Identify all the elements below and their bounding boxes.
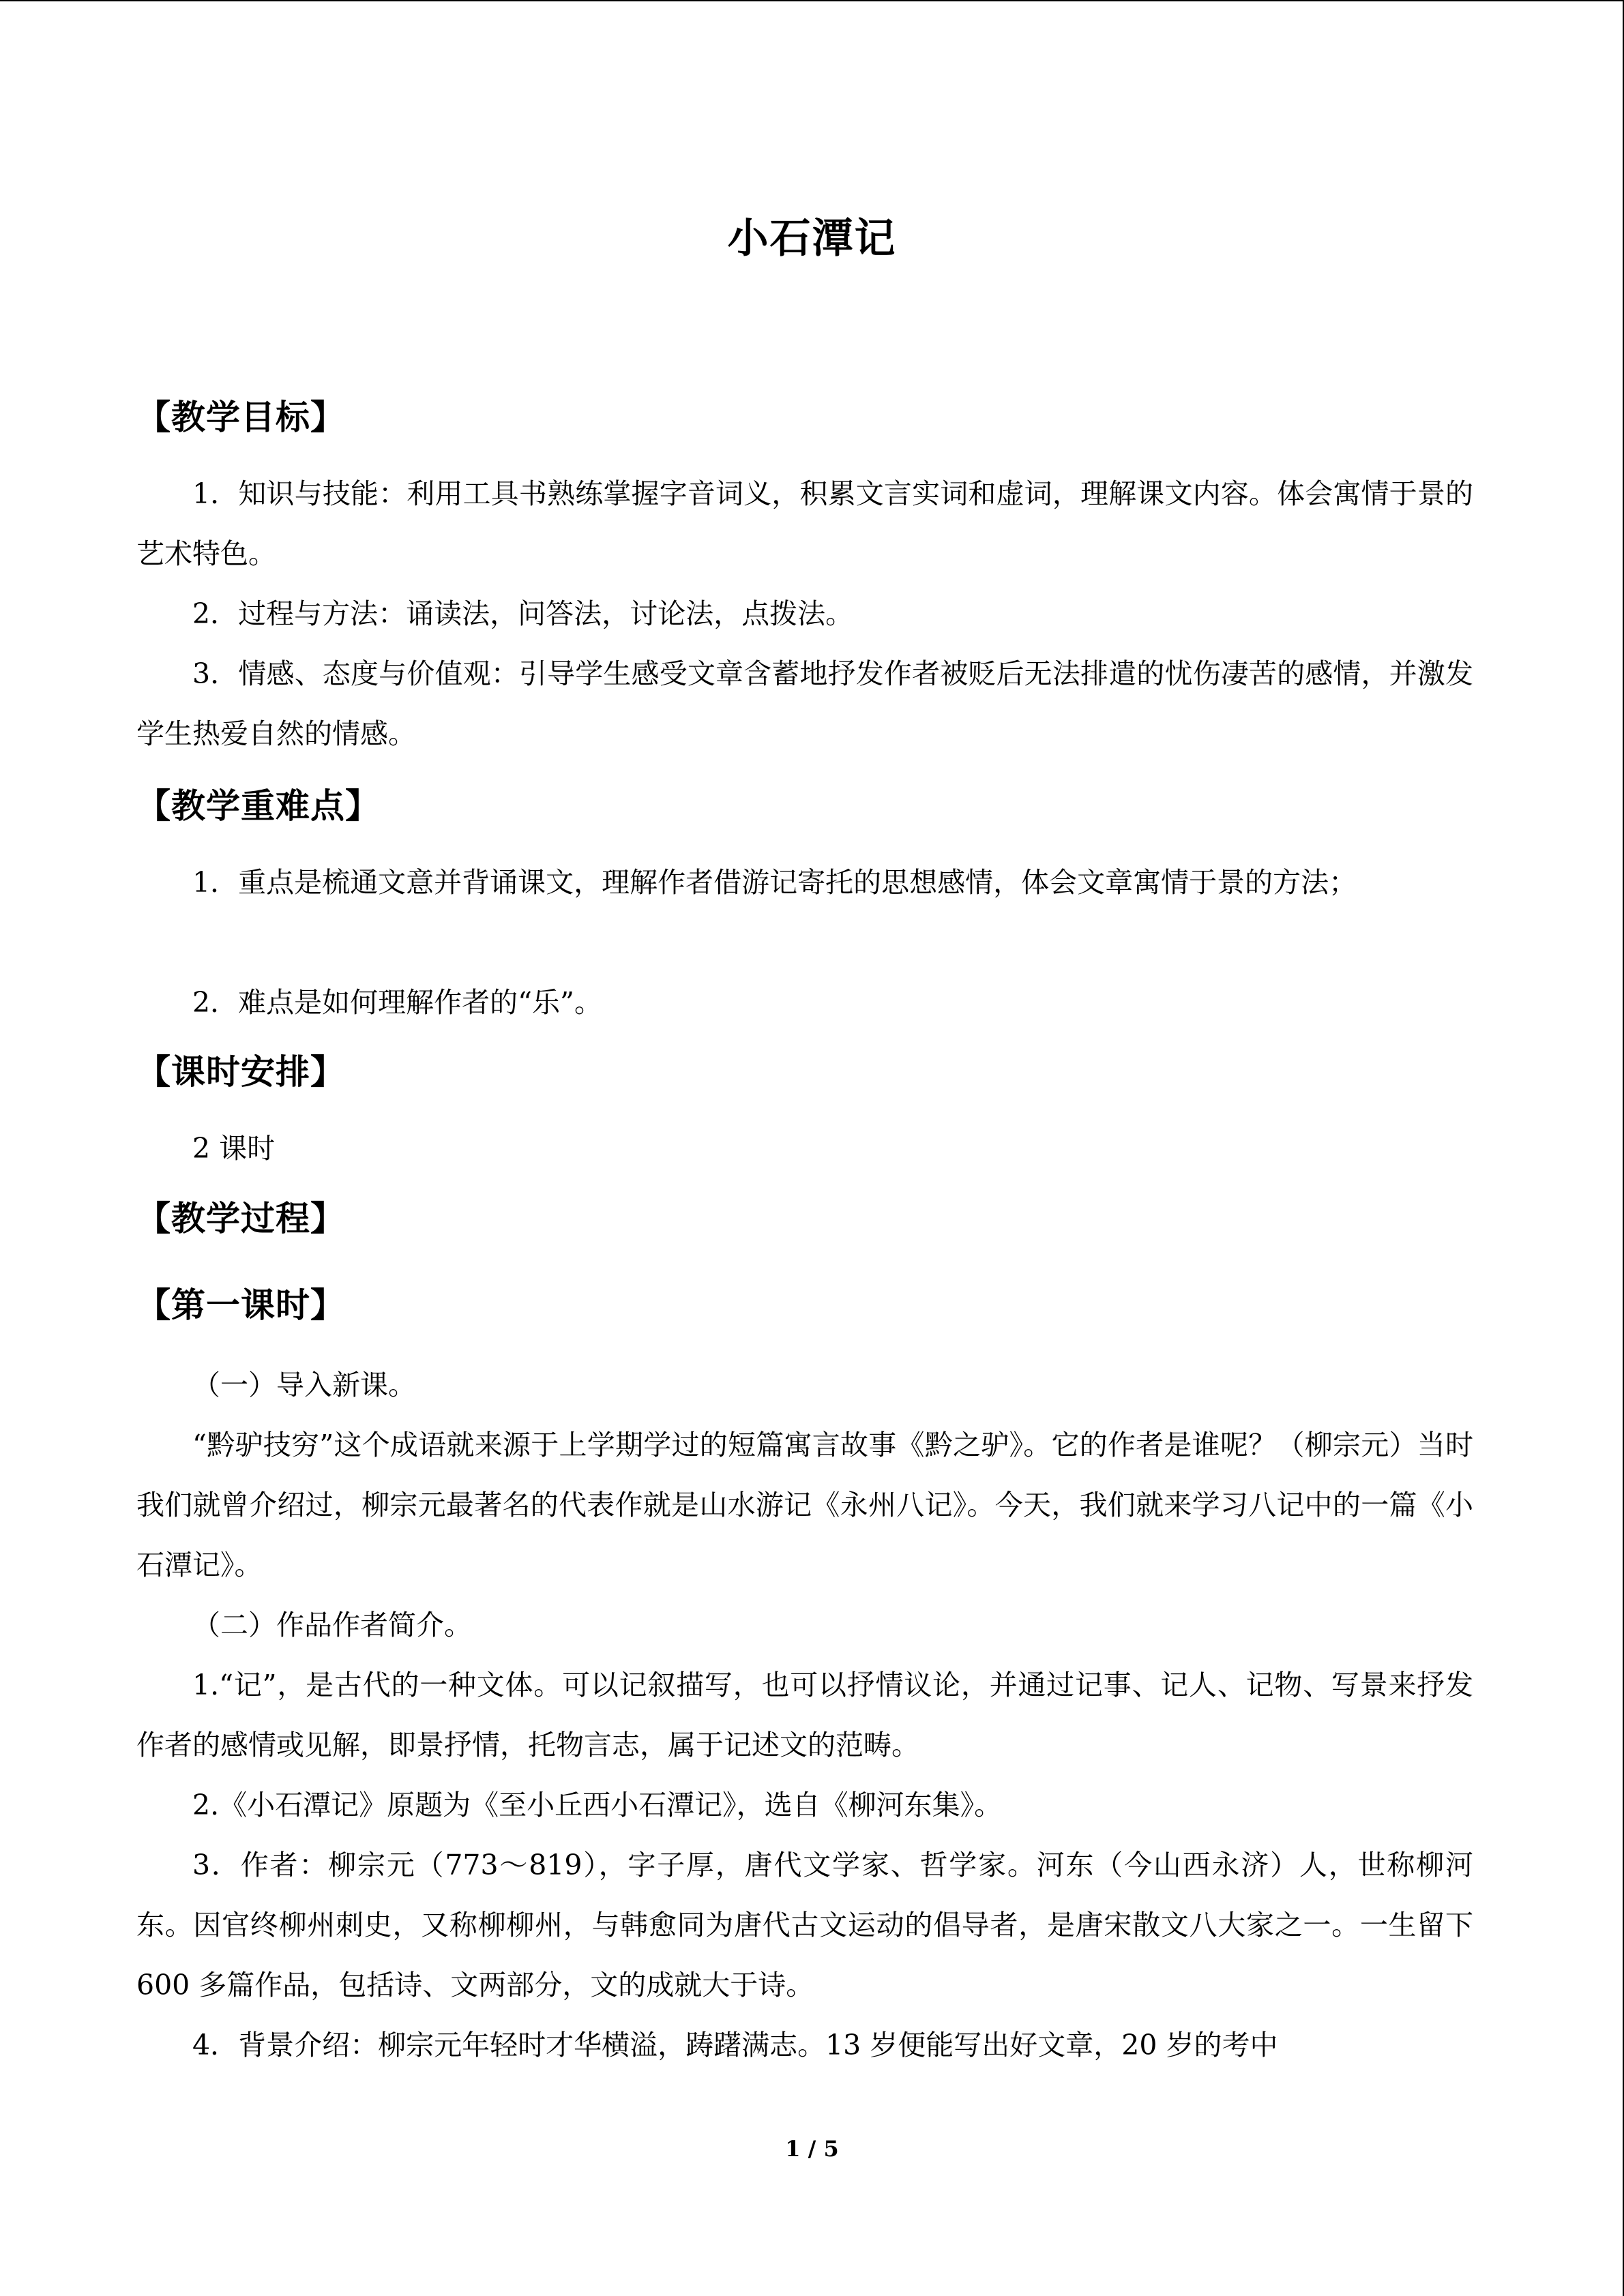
key-point-item-1: 1．重点是梳通文意并背诵课文，理解作者借游记寄托的思想感情，体会文章寓情于景的方法； bbox=[192, 866, 1357, 899]
key-point-item-2: 2．难点是如何理解作者的“乐”。 bbox=[192, 986, 603, 1019]
lesson-one-paragraph-2: “黔驴技穷”这个成语就来源于上学期学过的短篇寓言故事《黔之驴》。它的作者是谁呢？（柳宗元）当时我们就曾介绍过，柳宗元最著名的代表作就是山水游记《永州八记》。今天，我们就来学习八记中的一篇《小石潭记》。 bbox=[136, 1429, 1473, 1581]
document-title: 小石潭记 bbox=[727, 215, 897, 263]
objective-item-1: 1．知识与技能：利用工具书熟练掌握字音词义，积累文言实词和虚词，理解课文内容。体会寓情于景的艺术特色。 bbox=[136, 477, 1473, 570]
objective-item-3: 3．情感、态度与价值观：引导学生感受文章含蓄地抒发作者被贬后无法排遣的忧伤凄苦的感情，并激发学生热爱自然的情感。 bbox=[136, 657, 1473, 750]
lesson-one-paragraph-5: 2.《小石潭记》原题为《至小丘西小石潭记》，选自《柳河东集》。 bbox=[192, 1789, 1003, 1821]
heading-process: 【教学过程】 bbox=[136, 1198, 345, 1238]
lesson-one-paragraph-3: （二）作品作者简介。 bbox=[192, 1609, 472, 1641]
lesson-one-paragraph-1: （一）导入新课。 bbox=[192, 1369, 416, 1401]
objective-item-2: 2．过程与方法：诵读法，问答法，讨论法，点拨法。 bbox=[192, 597, 854, 630]
heading-schedule: 【课时安排】 bbox=[136, 1052, 345, 1092]
lesson-one-paragraph-4: 1.“记”，是古代的一种文体。可以记叙描写，也可以抒情议论，并通过记事、记人、记物、写景来抒发作者的感情或见解，即景抒情，托物言志，属于记述文的范畴。 bbox=[136, 1669, 1473, 1761]
heading-objectives: 【教学目标】 bbox=[136, 397, 345, 437]
heading-lesson-one: 【第一课时】 bbox=[136, 1285, 345, 1325]
heading-key-points: 【教学重难点】 bbox=[136, 786, 380, 826]
lesson-one-paragraph-6: 3．作者：柳宗元（773～819），字子厚，唐代文学家、哲学家。河东（今山西永济）人，世称柳河东。因官终柳州刺史，又称柳柳州，与韩愈同为唐代古文运动的倡导者，是唐宋散文八大家之一。一生留下 600 多篇作品，包括诗、文两部分，文的成就大于诗。 bbox=[136, 1849, 1473, 2001]
lesson-one-paragraph-7: 4．背景介绍：柳宗元年轻时才华横溢，踌躇满志。13 岁便能写出好文章，20 岁的考中 bbox=[192, 2029, 1278, 2061]
page-number: 1 / 5 bbox=[785, 2136, 839, 2162]
schedule-text: 2 课时 bbox=[192, 1132, 276, 1165]
